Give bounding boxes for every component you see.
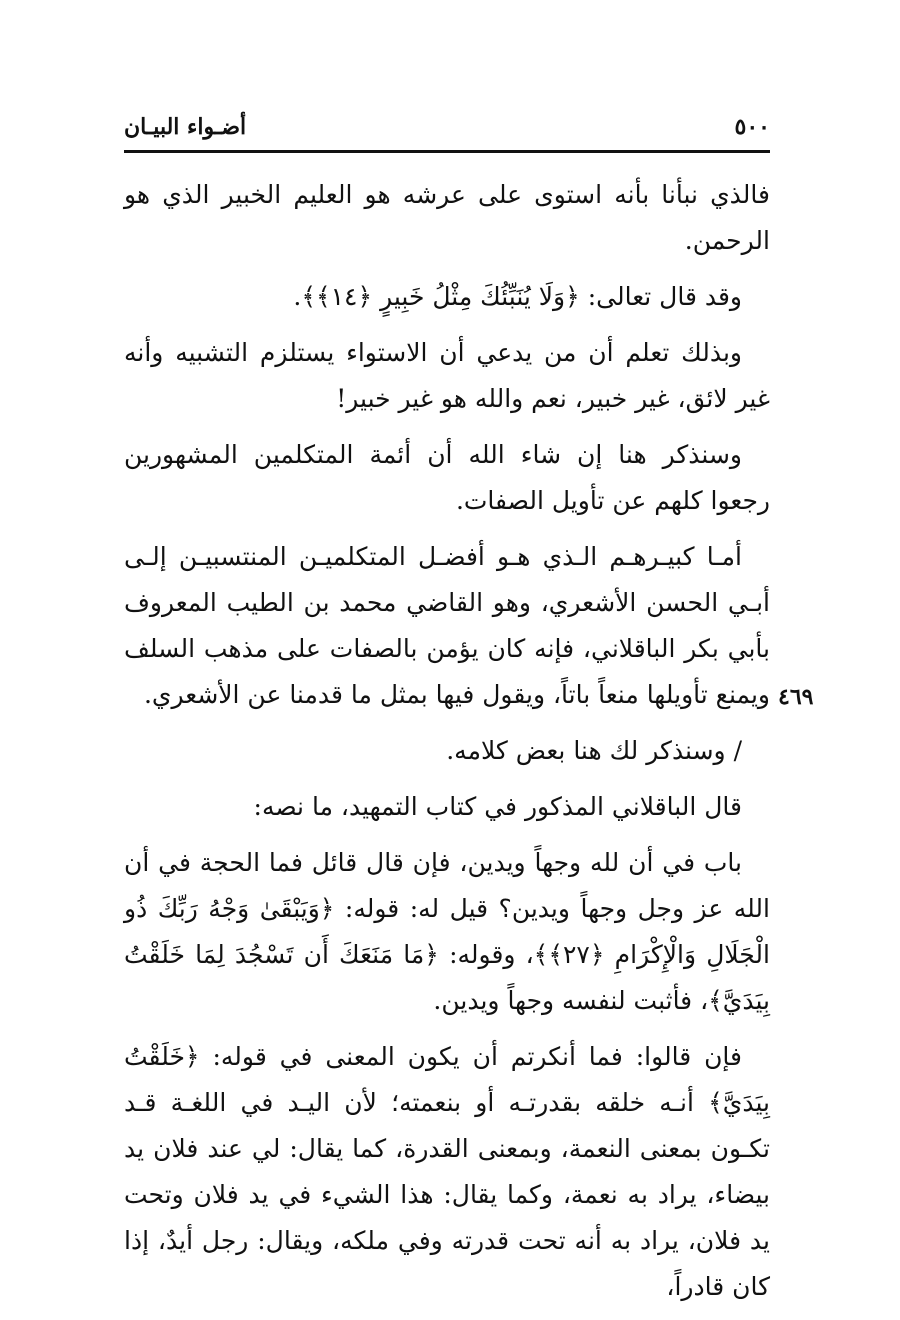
running-title: أضـواء البيـان [124,114,247,140]
paragraph: قال الباقلاني المذكور في كتاب التمهيد، ما نصه: [253,792,742,821]
header-divider [124,150,770,153]
paragraph: / وسنذكر لك هنا بعض كلامه. [446,736,742,765]
paragraph: فالذي نبأنا بأنه استوى على عرشه هو العليم الخبير الذي هو الرحمن. [124,180,770,255]
paragraph-quote: فإن قالوا: فما أنكرتم أن يكون المعنى في قوله: ﴿خَلَقْتُ بِيَدَيَّ﴾ أنـه خلقه بقدرتـه أو بنعمته؛ لأن اليـد في اللغـة قـد تكـون بمعنى النعمة، وبمعنى القدرة، كما يقال: لي عند فلان يد بيضاء، يراد به نعمة، وكما يقال: هذا الشيء في يد فلان وتحت يد فلان، يراد به أنه تحت قدرته وفي ملكه، ويقال: رجل أيدٌ، إذا كان قادراً، [124,1042,770,1301]
page-body [124,172,770,1320]
paragraph: أمـا كبيـرهـم الـذي هـو أفضـل المتكلميـن المنتسبيـن إلـى أبـي الحسن الأشعري، وهو القاضي محمد بن الطيب المعروف بأبي بكر الباقلاني، فإنه كان يؤمن بالصفات على مذهب السلف ويمنع تأويلها منعاً باتاً، ويقول فيها بمثل ما قدمنا عن الأشعري. [124,542,770,709]
page-number: ٥٠٠ [734,114,770,140]
paragraph-quote: باب في أن لله وجهاً ويدين، فإن قال قائل فما الحجة في أن الله عز وجل وجهاً ويدين؟ قيل له: قوله: ﴿وَيَبْقَىٰ وَجْهُ رَبِّكَ ذُو الْجَلَالِ وَالْإِكْرَامِ ﴿٢٧﴾﴾، وقوله: ﴿مَا مَنَعَكَ أَن تَسْجُدَ لِمَا خَلَقْتُ بِيَدَيَّ﴾، فأثبت لنفسه وجهاً ويدين. [124,848,770,1015]
original-page-reference: ٤٦٩ [778,684,814,710]
page-header [124,112,770,148]
paragraph: وبذلك تعلم أن من يدعي أن الاستواء يستلزم التشبيه وأنه غير لائق، غير خبير، نعم والله هو غير خبير! [124,338,770,413]
paragraph: وسنذكر هنا إن شاء الله أن أئمة المتكلمين المشهورين رجعوا كلهم عن تأويل الصفات. [124,440,770,515]
paragraph-quran-citation: وقد قال تعالى: ﴿وَلَا يُنَبِّئُكَ مِثْلُ خَبِيرٍ ﴿١٤﴾﴾. [293,282,742,311]
